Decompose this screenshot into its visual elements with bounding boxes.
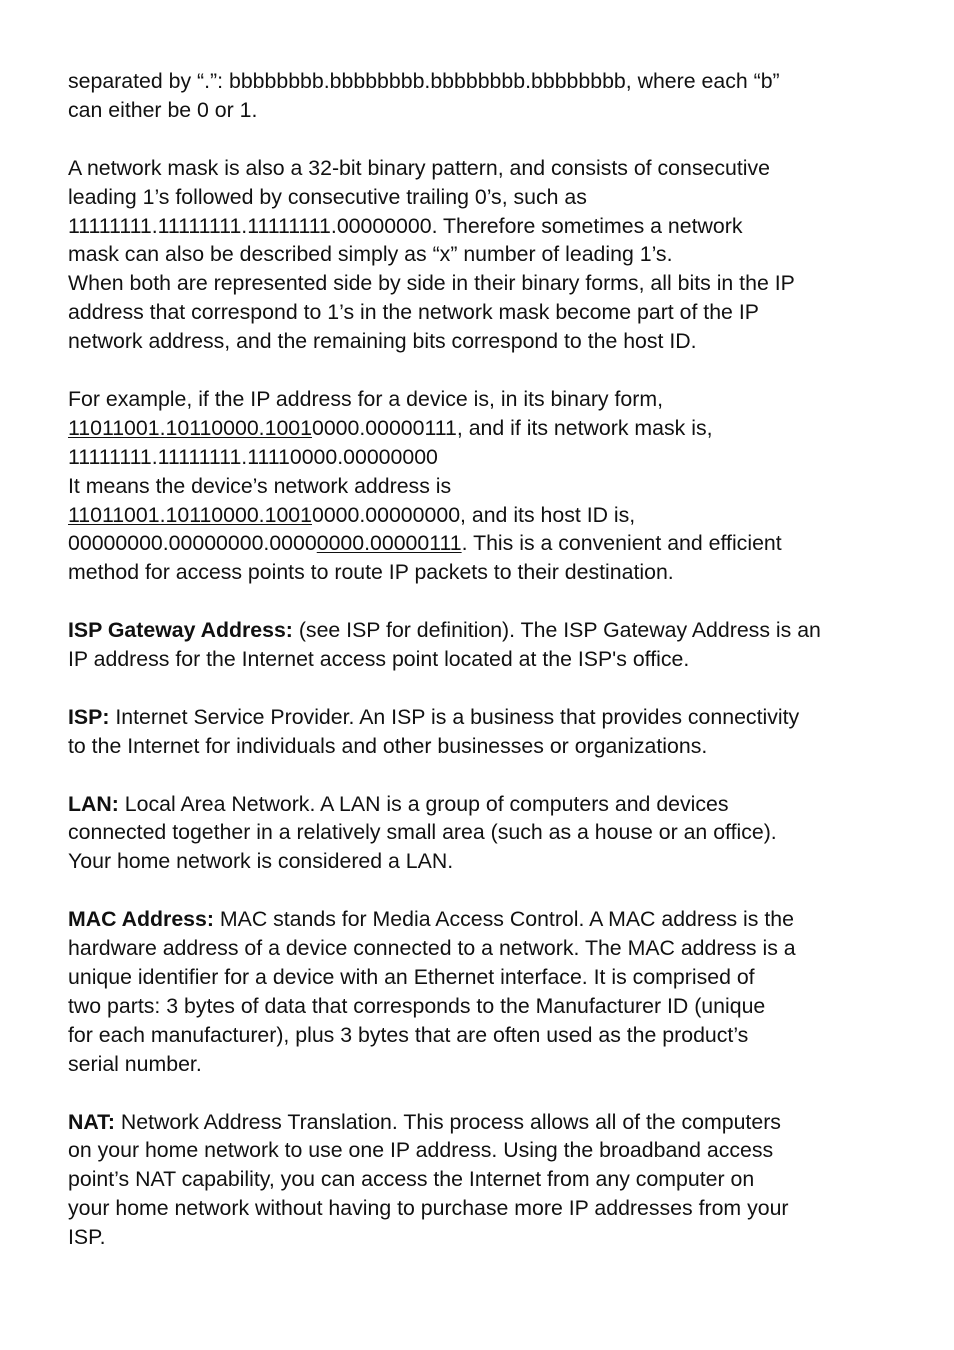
host-id-rest: . This is a convenient and efficient [461,531,782,556]
example-paragraph [68,385,888,587]
text-line: ISP. [68,1225,106,1250]
glossary-definition: Local Area Network. A LAN is a group of computers and devices [118,791,729,816]
text-line: for each manufacturer), plus 3 bytes that are often used as the product’s [68,1022,749,1047]
network-mask-paragraph [68,154,888,356]
text-line: method for access points to route IP packets to their destination. [68,560,674,585]
text-line: For example, if the IP address for a device is, in its binary form, [68,386,663,411]
entry-first-line [68,703,888,732]
ip-remaining-text: 0000.00000111, and if its network mask is, [311,415,713,440]
text-line: on your home network to use one IP address. Using the broadband access [68,1138,774,1163]
text-line: Your home network is considered a LAN. [68,849,454,874]
glossary-entry-mac-address [68,905,888,1078]
document-page [68,67,888,1252]
text-line: separated by “.”: bbbbbbbb.bbbbbbbb.bbbbbbbb.bbbbbbbb, where each “b” [68,69,780,93]
glossary-entry-lan [68,790,888,877]
glossary-definition: Network Address Translation. This process allows all of the computers [114,1109,781,1134]
glossary-entry-isp-gateway [68,616,888,674]
text-line: address that correspond to 1’s in the network mask become part of the IP [68,300,759,325]
text-line: your home network without having to purchase more IP addresses from your [68,1196,789,1221]
text-line: leading 1’s followed by consecutive trailing 0’s, such as [68,184,587,209]
text-line: It means the device’s network address is [68,473,452,498]
glossary-term: NAT: [68,1109,115,1134]
text-line: network address, and the remaining bits correspond to the host ID. [68,329,697,354]
glossary-term: LAN: [68,791,119,816]
glossary-definition: (see ISP for definition). The ISP Gateway Address is an [292,618,821,643]
glossary-definition: MAC stands for Media Access Control. A MAC address is the [213,907,794,932]
text-line: hardware address of a device connected to a network. The MAC address is a [68,936,796,961]
text-line: serial number. [68,1051,202,1076]
text-line: A network mask is also a 32-bit binary pattern, and consists of consecutive [68,155,770,180]
glossary-term: ISP Gateway Address: [68,618,293,643]
text-line: connected together in a relatively small area (such as a house or an office). [68,820,777,845]
glossary-entry-isp [68,703,888,761]
glossary-definition: Internet Service Provider. An ISP is a business that provides connectivity [109,704,800,729]
entry-first-line [68,790,888,819]
glossary-term: ISP: [68,704,110,729]
network-address-rest: 0000.00000000, and its host ID is, [311,502,636,527]
mask-binary-line: 11111111.11111111.11110000.00000000 [68,444,438,469]
network-address-line [68,501,888,530]
ip-address-line [68,414,888,443]
text-line: point’s NAT capability, you can access the Internet from any computer on [68,1167,755,1192]
text-line: IP address for the Internet access point located at the ISP's office. [68,647,690,672]
text-line: to the Internet for individuals and other businesses or organizations. [68,733,708,758]
network-address-bits: 11011001.10110000.1001 [68,502,312,527]
intro-paragraph [68,67,888,125]
entry-first-line [68,905,888,934]
glossary-entry-nat [68,1108,888,1253]
text-line: 11111111.11111111.11111111.00000000. Therefore sometimes a network [68,213,743,238]
host-id-bits: 0000.00000111 [316,531,462,556]
text-line: mask can also be described simply as “x” number of leading 1’s. [68,242,673,267]
text-line: two parts: 3 bytes of data that corresponds to the Manufacturer ID (unique [68,993,766,1018]
host-id-prefix: 00000000.00000000.0000 [68,531,317,556]
text-line: unique identifier for a device with an Ethernet interface. It is comprised of [68,965,755,989]
ip-network-bits: 11011001.10110000.1001 [68,415,312,440]
entry-first-line [68,616,888,645]
entry-first-line [68,1108,888,1137]
glossary-term: MAC Address: [68,907,214,932]
text-line: When both are represented side by side in their binary forms, all bits in the IP [68,271,795,296]
host-id-line [68,529,888,558]
text-line: can either be 0 or 1. [68,97,258,122]
